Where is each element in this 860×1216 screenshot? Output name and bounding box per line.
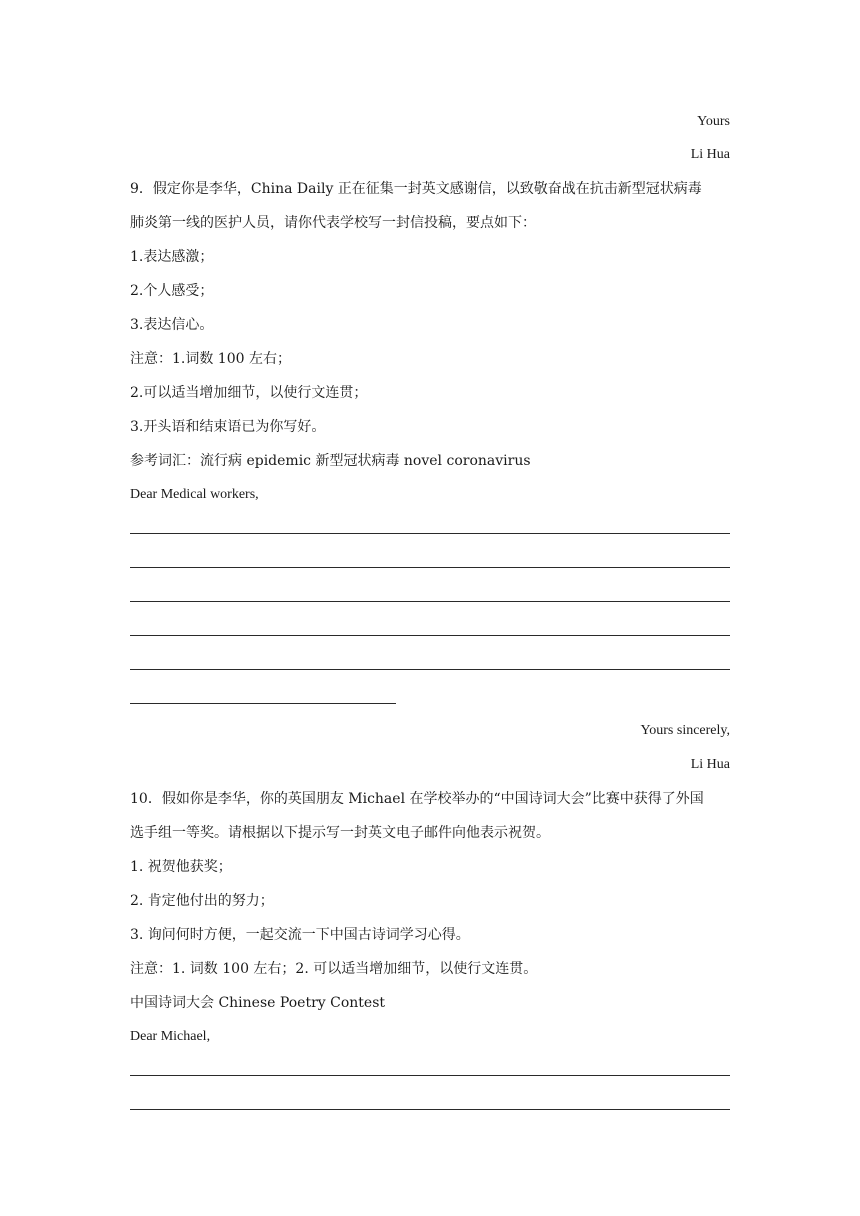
q9-note: 2.可以适当增加细节，以使行文连贯； bbox=[130, 385, 368, 401]
q9-point: 2.个人感受； bbox=[130, 283, 214, 299]
writing-line bbox=[130, 669, 730, 670]
writing-line bbox=[130, 1109, 730, 1110]
document-page bbox=[130, 0, 730, 1216]
q10-greeting: Dear Michael, bbox=[130, 1029, 211, 1044]
q9-closing: Yours sincerely, bbox=[640, 723, 730, 738]
q10-point: 2. 肯定他付出的努力； bbox=[130, 893, 274, 909]
q9-point: 1.表达感激； bbox=[130, 249, 214, 265]
q9-point: 3.表达信心。 bbox=[130, 317, 214, 333]
q9-note: 注意：1.词数 100 左右； bbox=[130, 351, 291, 367]
writing-line bbox=[130, 1075, 730, 1076]
q9-vocab: 参考词汇：流行病 epidemic 新型冠状病毒 novel coronavirus bbox=[130, 453, 531, 469]
writing-line bbox=[130, 601, 730, 602]
q9-prompt-line2: 肺炎第一线的医护人员，请你代表学校写一封信投稿，要点如下： bbox=[130, 215, 536, 231]
q10-vocab: 中国诗词大会 Chinese Poetry Contest bbox=[130, 995, 386, 1011]
q10-point: 1. 祝贺他获奖； bbox=[130, 859, 232, 875]
q9-signature: Li Hua bbox=[690, 757, 730, 772]
q9-greeting: Dear Medical workers, bbox=[130, 487, 259, 502]
q9-prompt-line1: 9．假定你是李华，China Daily 正在征集一封英文感谢信，以致敬奋战在抗击新型冠状病毒 bbox=[130, 181, 702, 197]
q9-note: 3.开头语和结束语已为你写好。 bbox=[130, 419, 326, 435]
q10-point: 3. 询问何时方便，一起交流一下中国古诗词学习心得。 bbox=[130, 927, 470, 943]
writing-line bbox=[130, 567, 730, 568]
q10-prompt-line2: 选手组一等奖。请根据以下提示写一封英文电子邮件向他表示祝贺。 bbox=[130, 825, 550, 841]
writing-line bbox=[130, 533, 730, 534]
closing-signature: Li Hua bbox=[690, 147, 730, 162]
writing-line bbox=[130, 703, 396, 704]
closing-yours: Yours bbox=[697, 114, 730, 129]
q10-note: 注意：1. 词数 100 左右；2. 可以适当增加细节，以使行文连贯。 bbox=[130, 961, 538, 977]
writing-line bbox=[130, 635, 730, 636]
q10-prompt-line1: 10．假如你是李华，你的英国朋友 Michael 在学校举办的“中国诗词大会”比赛中获得了外国 bbox=[130, 791, 704, 807]
